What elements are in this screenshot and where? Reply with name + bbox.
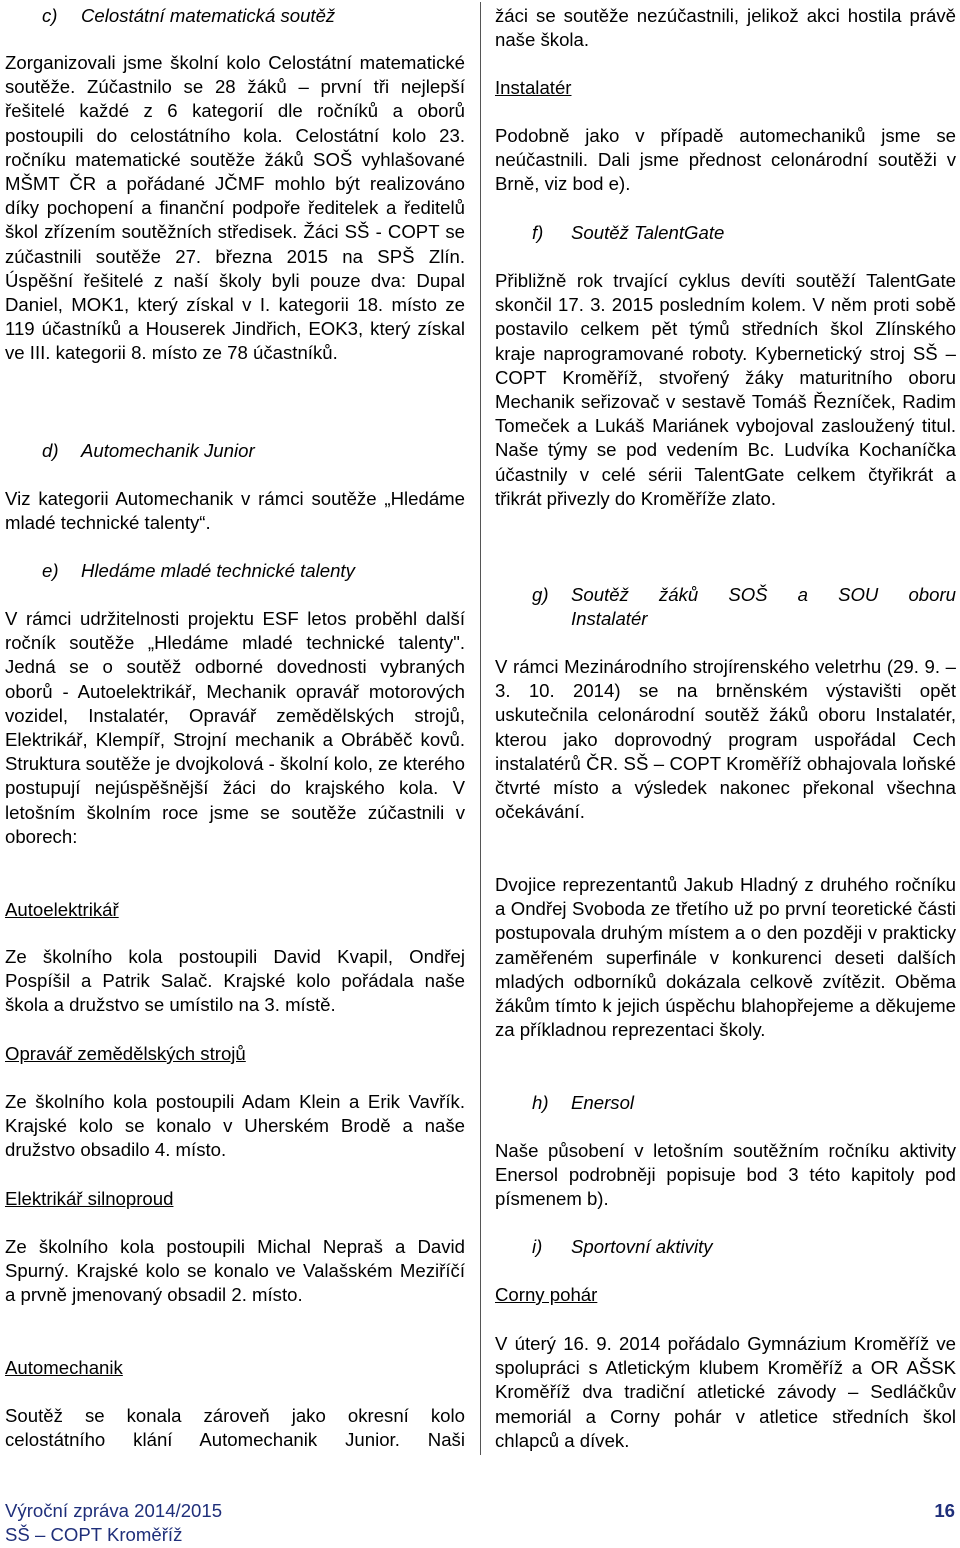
footer-report-title: Výroční zpráva 2014/2015: [5, 1500, 223, 1521]
section-f-title: Soutěž TalentGate: [571, 222, 725, 243]
corny-title: Corny pohár: [495, 1284, 598, 1305]
section-e-heading: [5, 559, 465, 583]
automechanik-continuation: žáci se soutěže nezúčastnili, jelikož akci hostila právě naše škola.: [495, 5, 956, 51]
section-d-body: Viz kategorii Automechanik v rámci soutěže „Hledáme mladé technické talenty“.: [5, 488, 465, 534]
section-f-heading: [495, 221, 956, 245]
section-i-title: Sportovní aktivity: [571, 1236, 713, 1257]
instalater-body: Podobně jako v případě automechaniků jsme se neúčastnili. Dali jsme přednost celonárodní soutěži v Brně, viz bod e).: [495, 125, 956, 195]
section-c-heading: [5, 4, 465, 28]
elektrikar-body: Ze školního kola postoupili Michal Nepraš a David Spurný. Krajské kolo se konalo ve Valašském Meziříčí a prvně jmenovaný obsadil 2. místo.: [5, 1236, 465, 1306]
column-divider: [480, 2, 481, 1455]
page-footer: [5, 1499, 955, 1547]
section-c-body: Zorganizovali jsme školní kolo Celostátní matematické soutěže. Zúčastnilo se 28 žáků – první tři nejlepší řešitelé každé z 6 kategorií dle ročníků a oborů postoupili do celostátního kola. Celostátní kolo 23. ročníku matematické soutěže žáků SOŠ vyhlašované MŠMT ČR a pořádané JČMF mohlo být realizováno díky pochopení a finanční podpoře ředitelek a ředitelů škol zřízením soutěžních středisek. Žáci SŠ - COPT se zúčastnili soutěže 27. března 2015 na SPŠ Zlín. Úspěšní řešitelé z naší školy byli pouze dva: Dupal Daniel, MOK1, který získal v I. kategorii 18. místo ze 119 účastníků a Houserek Jindřich, EOK3, který získal ve III. kategorii 8. místo ze 78 účastníků.: [5, 52, 465, 364]
section-d-heading: [5, 439, 465, 463]
section-i-heading: [495, 1235, 956, 1259]
opravar-title: Opravář zemědělských strojů: [5, 1043, 246, 1064]
section-d-letter: d): [42, 440, 59, 461]
autoelektrikar-body: Ze školního kola postoupili David Kvapil, Ondřej Pospíšil a Patrik Salač. Krajské kolo pořádala naše škola a družstvo se umístilo na 3. místě.: [5, 946, 465, 1016]
section-f-body: Přibližně rok trvající cyklus devíti soutěží TalentGate skončil 17. 3. 2015 posledním kolem. V něm proti sobě postavilo celkem pět týmů středních škol Zlínského kraje naprogramované roboty. Kybernetický stroj SŠ – COPT Kroměříž, stvořený žáky maturitního oboru Mechanik seřizovač v sestavě Tomáš Řezníček, Radim Tomeček a Lukáš Mariánek vybojoval zasloužený titul. Naše týmy se pod vedením Bc. Ludvíka Kochaníčka účastnily v celé sérii TalentGate celkem čtyřikrát a třikrát přivezly do Kroměříže zlato.: [495, 270, 956, 509]
section-e-letter: e): [42, 560, 59, 581]
section-c-letter: c): [42, 5, 58, 26]
section-g-heading: [495, 583, 956, 631]
section-e-body: V rámci udržitelnosti projektu ESF letos proběhl další ročník soutěže „Hledáme mladé technické talenty". Jedná se o soutěž odborné dovednosti vybraných oborů - Autoelektrikář, Mechanik opravář motorových vozidel, Instalatér, Opravář zemědělských strojů, Elektrikář, Klempíř, Strojní mechanik a Obráběč kovů. Struktura soutěže je dvojkolová - školní kolo, ze kterého postupují nejúspěšnější žáci do krajského kola. V letošním školním roce jsme se soutěže zúčastnili v oborech:: [5, 608, 465, 847]
section-g-letter: g): [532, 584, 549, 605]
footer-page-number: 16: [934, 1500, 955, 1521]
section-g-body-1: V rámci Mezinárodního strojírenského veletrhu (29. 9. – 3. 10. 2014) se na brněnském výstavišti opět uskutečnila celonárodní soutěž žáků oboru Instalatér, kterou jako doprovodný program uspořádal Cech instalatérů ČR. SŠ – COPT Kroměříž obhajovala loňské čtvrté místo a výsledek nakonec překonal všechna očekávání.: [495, 656, 956, 823]
section-f-letter: f): [532, 222, 544, 243]
elektrikar-title: Elektrikář silnoproud: [5, 1188, 174, 1209]
footer-school-name: SŠ – COPT Kroměříž: [5, 1524, 183, 1545]
automechanik-body: Soutěž se konala zároveň jako okresní kolo celostátního klání Automechanik Junior. Naši: [5, 1405, 465, 1451]
section-h-letter: h): [532, 1092, 549, 1113]
section-h-title: Enersol: [571, 1092, 635, 1113]
section-g-body-2: Dvojice reprezentantů Jakub Hladný z druhého ročníku a Ondřej Svoboda ze třetího už po první teoretické části postupovala druhým místem a o den později v prakticky zaměřeném superfinále v konkurenci deseti dalších mladých odborníků dokázala celkově zvítězit. Oběma žákům tímto k jejich úspěchu blahopřejeme a děkujeme za příkladnou reprezentaci školy.: [495, 874, 956, 1041]
instalater-title: Instalatér: [495, 77, 572, 98]
section-h-body: Naše působení v letošním soutěžním ročníku aktivity Enersol podrobněji popisuje bod 3 této kapitoly pod písmenem b).: [495, 1140, 956, 1210]
section-e-title: Hledáme mladé technické talenty: [81, 560, 355, 581]
section-d-title: Automechanik Junior: [81, 440, 255, 461]
section-c-title: Celostátní matematická soutěž: [81, 5, 336, 26]
corny-body: V úterý 16. 9. 2014 pořádalo Gymnázium Kroměříž ve spolupráci s Atletickým klubem Kroměříž a OR AŠSK Kroměříž dva tradiční atletické závody – Sedláčkův memoriál a Corny pohár v atletice středních škol chlapců a dívek.: [495, 1333, 956, 1451]
opravar-body: Ze školního kola postoupili Adam Klein a Erik Vavřík. Krajské kolo se konalo v Uherském Brodě a naše družstvo obsadilo 4. místo.: [5, 1091, 465, 1161]
automechanik-title: Automechanik: [5, 1357, 123, 1378]
section-i-letter: i): [532, 1236, 543, 1257]
section-g-title-line1: Soutěž žáků SOŠ a SOU oboru: [571, 584, 956, 605]
section-g-title-line2: Instalatér: [571, 608, 648, 630]
autoelektrikar-title: Autoelektrikář: [5, 899, 119, 920]
section-h-heading: [495, 1091, 956, 1115]
